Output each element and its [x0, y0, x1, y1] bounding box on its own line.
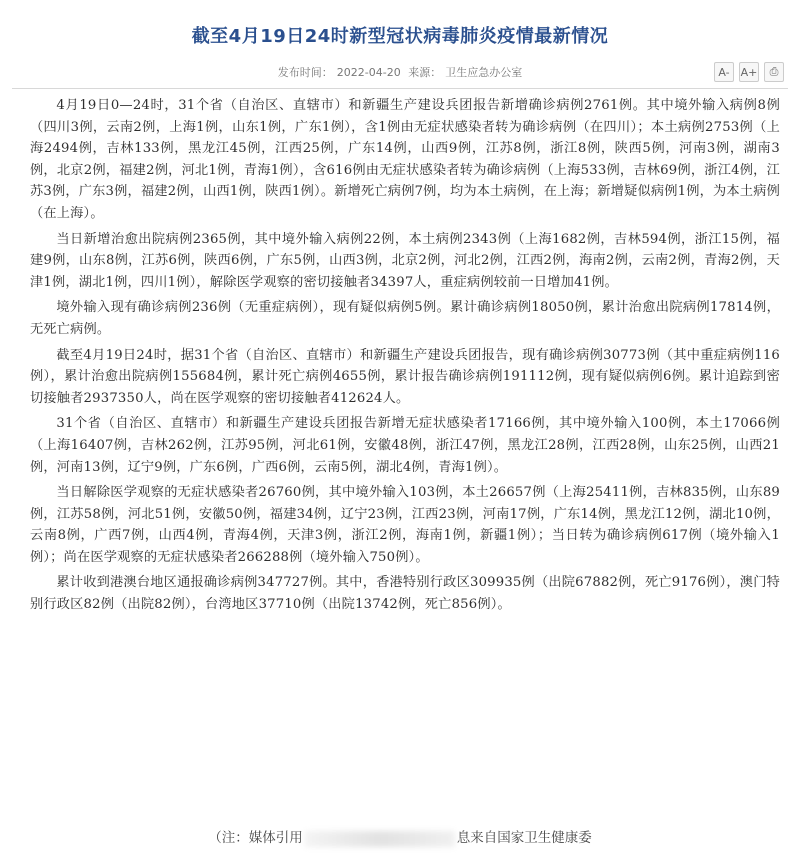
- header-divider: [12, 88, 788, 89]
- printer-icon: ⎙: [769, 65, 779, 78]
- print-button[interactable]: [764, 62, 784, 82]
- article-body: [30, 95, 780, 620]
- footnote: [0, 826, 800, 847]
- article-tools: [714, 62, 784, 82]
- footnote-prefix: （注：媒体引用: [208, 830, 303, 846]
- paragraph-imported: 境外输入现有确诊病例236例（无重症病例），现有疑似病例5例。累计确诊病例18050例，累计治愈出院病例17814例，无死亡病例。: [30, 300, 780, 337]
- blurred-watermark: [305, 831, 455, 847]
- paragraph-cumulative: 截至4月19日24时，据31个省（自治区、直辖市）和新疆生产建设兵团报告，现有确诊病例30773例（其中重症病例116例），累计治愈出院病例155684例，累计死亡病例4655例，累计报告确诊病例191112例，现有疑似病例6例。累计追踪到密切接触者2937350人，尚在医学观察的密切接触者412624人。: [30, 347, 780, 406]
- article-title: 截至4月19日24时新型冠状病毒肺炎疫情最新情况: [191, 26, 609, 47]
- paragraph-recoveries: 当日新增治愈出院病例2365例，其中境外输入病例22例，本土病例2343例（上海1682例，吉林594例，浙江15例，福建9例，山东8例，江苏6例，陕西6例，广东5例，山西3例，北京2例，河北2例，江西2例，海南2例，云南2例，青海2例，天津1例，湖北1例，四川1例），解除医学观察的密切接触者34397人，重症病例较前一日增加41例。: [30, 231, 780, 290]
- font-increase-button[interactable]: A+: [739, 62, 759, 82]
- article-meta: [0, 64, 800, 80]
- paragraph-hk-macao-taiwan: 累计收到港澳台地区通报确诊病例347727例。其中，香港特别行政区309935例（出院67882例，死亡9176例），澳门特别行政区82例（出院82例），台湾地区37710例（出院13742例，死亡856例）。: [30, 575, 780, 613]
- publish-date: 2022-04-20: [336, 66, 401, 79]
- footnote-suffix: 息来自国家卫生健康委: [456, 830, 592, 846]
- font-decrease-button[interactable]: A-: [714, 62, 734, 82]
- paragraph-asymptomatic: 31个省（自治区、直辖市）和新疆生产建设兵团报告新增无症状感染者17166例，其中境外输入100例，本土17066例（上海16407例，吉林262例，江苏95例，河北61例，安徽48例，浙江47例，黑龙江28例，江西28例，山东25例，山西21例，河南13例，辽宁9例，广东6例，广西6例，云南5例，湖北4例，青海1例）。: [30, 416, 780, 475]
- source-label: 来源：: [408, 66, 442, 79]
- paragraph-new-cases: 4月19日0—24时，31个省（自治区、直辖市）和新疆生产建设兵团报告新增确诊病例2761例。其中境外输入病例8例（四川3例，云南2例，上海1例，山东1例，广东1例），含1例由无症状感染者转为确诊病例（在四川）；本土病例2753例（上海2494例，吉林133例，黑龙江45例，江西25例，广东14例，山西9例，江苏8例，浙江8例，陕西5例，河南3例，湖南3例，北京2例，福建2例，河北1例，青海1例），含616例由无症状感染者转为确诊病例（上海533例，吉林69例，浙江4例，江苏3例，广东3例，福建2例，山西1例，陕西1例）。新增死亡病例7例，均为本土病例，在上海；新增疑似病例1例，为本土病例（在上海）。: [30, 98, 780, 221]
- source-name: 卫生应急办公室: [445, 66, 523, 79]
- paragraph-asymptomatic-released: 当日解除医学观察的无症状感染者26760例，其中境外输入103例，本土26657例（上海25411例，吉林835例，山东89例，江苏58例，河北51例，安徽50例，福建34例，辽宁23例，江西23例，河南17例，广东14例，黑龙江12例，湖北10例，云南8例，广西7例，山西4例，青海4例，天津3例，浙江2例，海南1例，新疆1例）；当日转为确诊病例617例（境外输入1例）；尚在医学观察的无症状感染者266288例（境外输入750例）。: [30, 485, 780, 565]
- publish-label: 发布时间：: [277, 66, 333, 79]
